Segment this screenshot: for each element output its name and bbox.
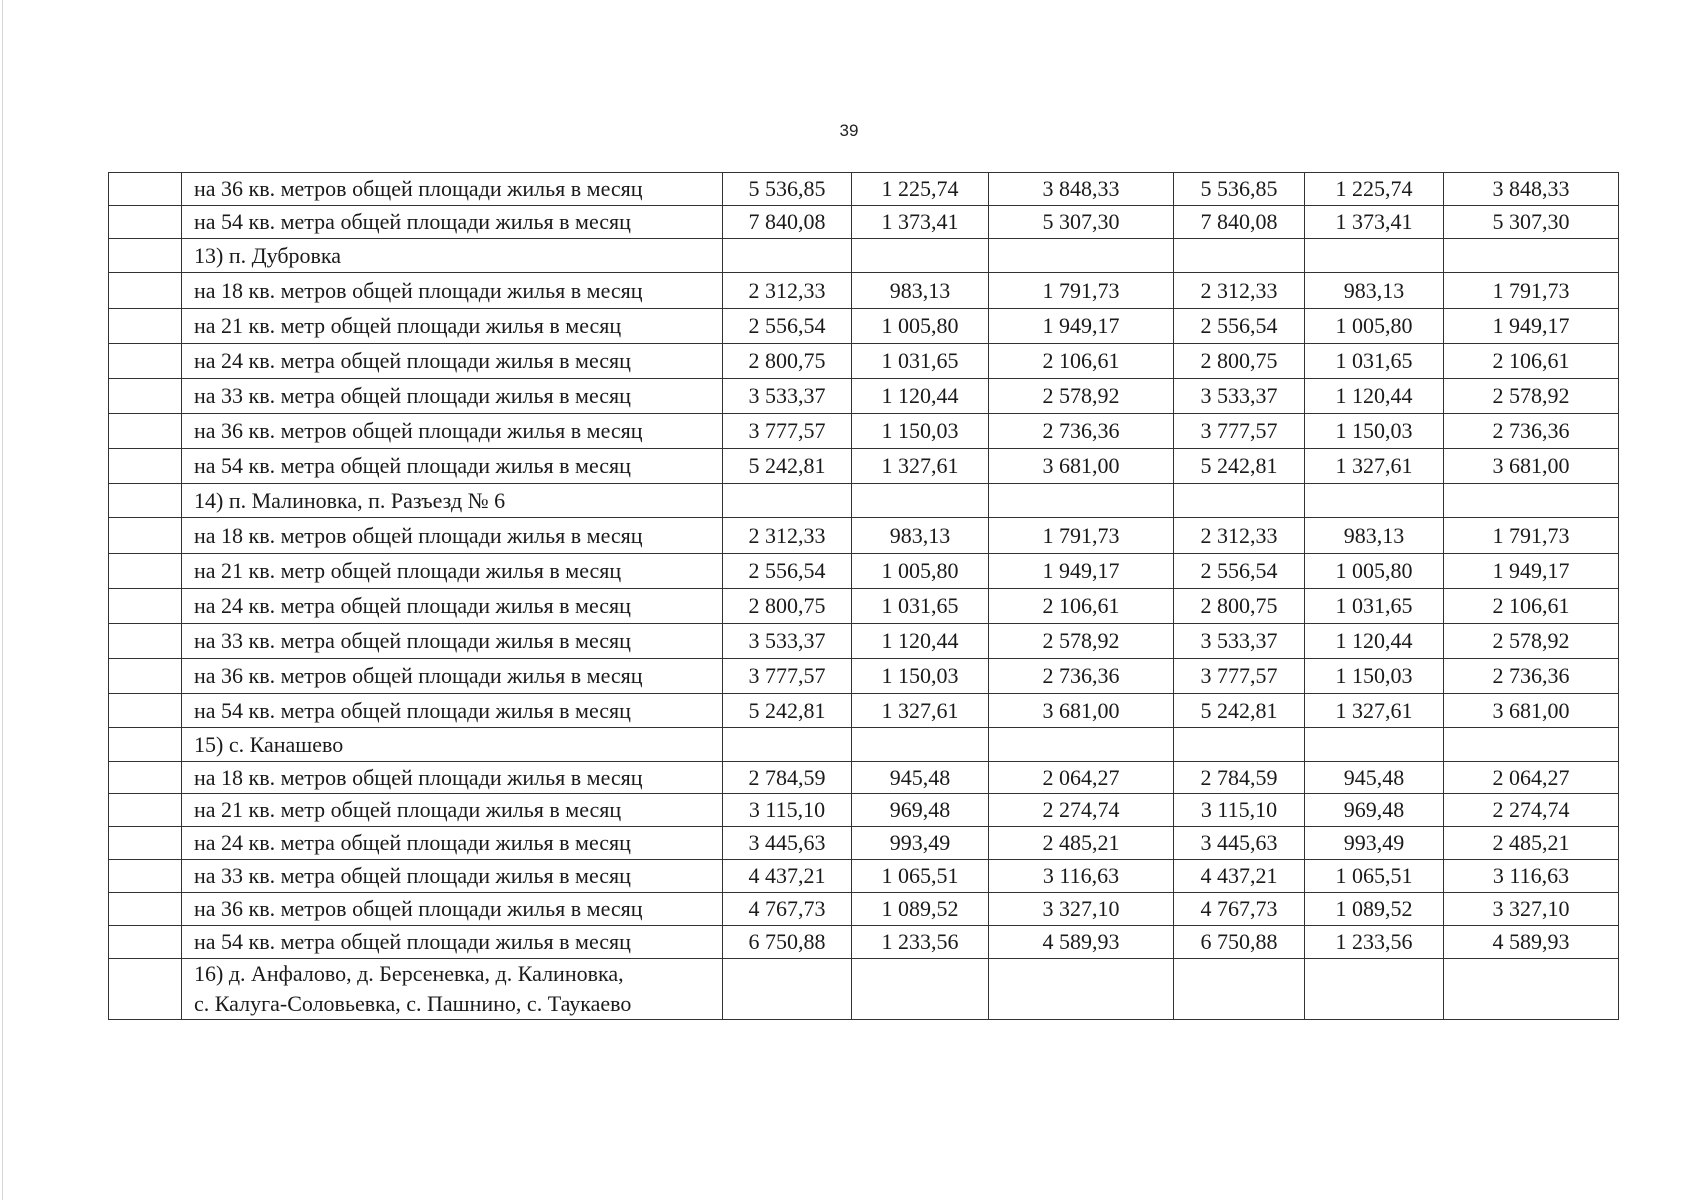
value-cell-1: 3 777,57 [723,414,852,449]
value-cell-3: 3 327,10 [989,893,1174,926]
value-cell-2 [852,484,989,518]
value-cell-5: 983,13 [1305,518,1444,554]
section-row [109,959,1619,1020]
value-cell-4 [1174,239,1305,273]
value-cell-2: 1 225,74 [852,173,989,206]
value-cell-1: 2 312,33 [723,518,852,554]
value-cell-6: 2 064,27 [1444,762,1619,794]
table-row [109,379,1619,414]
table-row [109,206,1619,239]
value-cell-3: 1 949,17 [989,309,1174,344]
row-number-cell [109,893,182,926]
row-number-cell [109,379,182,414]
value-cell-3: 3 116,63 [989,860,1174,893]
value-cell-3: 2 578,92 [989,379,1174,414]
value-cell-1: 7 840,08 [723,206,852,239]
table-row [109,309,1619,344]
value-cell-2: 945,48 [852,762,989,794]
row-label: на 54 кв. метра общей площади жилья в месяц [182,449,723,484]
value-cell-6: 1 791,73 [1444,273,1619,309]
table-row [109,449,1619,484]
value-cell-5: 1 031,65 [1305,344,1444,379]
row-label: на 18 кв. метров общей площади жилья в месяц [182,273,723,309]
value-cell-5: 969,48 [1305,794,1444,827]
row-number-cell [109,659,182,694]
value-cell-5: 1 031,65 [1305,589,1444,624]
value-cell-2: 1 120,44 [852,624,989,659]
value-cell-2: 1 233,56 [852,926,989,959]
value-cell-3: 5 307,30 [989,206,1174,239]
value-cell-4: 3 777,57 [1174,659,1305,694]
value-cell-6: 2 106,61 [1444,589,1619,624]
row-label: на 24 кв. метра общей площади жилья в месяц [182,827,723,860]
table-row [109,273,1619,309]
row-number-cell [109,694,182,728]
tariff-table-body [109,173,1619,1020]
value-cell-6: 2 485,21 [1444,827,1619,860]
value-cell-3 [989,728,1174,762]
row-label: на 36 кв. метров общей площади жилья в месяц [182,893,723,926]
row-number-cell [109,860,182,893]
table-row [109,926,1619,959]
value-cell-6: 2 106,61 [1444,344,1619,379]
row-number-cell [109,959,182,1020]
value-cell-1 [723,239,852,273]
section-row [109,239,1619,273]
value-cell-5 [1305,484,1444,518]
value-cell-1 [723,728,852,762]
value-cell-2: 1 373,41 [852,206,989,239]
row-label: на 36 кв. метров общей площади жилья в месяц [182,173,723,206]
row-number-cell [109,589,182,624]
value-cell-6: 3 327,10 [1444,893,1619,926]
value-cell-1: 2 556,54 [723,309,852,344]
value-cell-2: 1 005,80 [852,309,989,344]
value-cell-1: 3 533,37 [723,624,852,659]
table-row [109,762,1619,794]
value-cell-1: 3 115,10 [723,794,852,827]
value-cell-1: 5 536,85 [723,173,852,206]
value-cell-6: 2 736,36 [1444,414,1619,449]
value-cell-5: 1 233,56 [1305,926,1444,959]
value-cell-2: 1 089,52 [852,893,989,926]
value-cell-6: 2 578,92 [1444,379,1619,414]
value-cell-3: 1 949,17 [989,554,1174,589]
value-cell-1: 2 556,54 [723,554,852,589]
value-cell-1: 2 312,33 [723,273,852,309]
value-cell-2 [852,239,989,273]
value-cell-2: 1 065,51 [852,860,989,893]
value-cell-1: 5 242,81 [723,694,852,728]
row-number-cell [109,518,182,554]
value-cell-1: 6 750,88 [723,926,852,959]
value-cell-4: 3 533,37 [1174,624,1305,659]
value-cell-1: 3 533,37 [723,379,852,414]
row-number-cell [109,484,182,518]
value-cell-4: 3 445,63 [1174,827,1305,860]
row-label: на 54 кв. метра общей площади жилья в месяц [182,206,723,239]
value-cell-5: 1 150,03 [1305,414,1444,449]
value-cell-5: 1 120,44 [1305,379,1444,414]
section-label: 15) с. Канашево [182,728,723,762]
section-label-line: с. Калуга-Соловьевка, с. Пашнино, с. Таукаево [194,991,632,1016]
section-label: 13) п. Дубровка [182,239,723,273]
value-cell-5: 1 373,41 [1305,206,1444,239]
scan-edge-line [2,0,3,1200]
row-label: на 54 кв. метра общей площади жилья в месяц [182,926,723,959]
value-cell-3: 2 736,36 [989,414,1174,449]
row-number-cell [109,414,182,449]
value-cell-1: 3 445,63 [723,827,852,860]
value-cell-2: 969,48 [852,794,989,827]
value-cell-3: 3 681,00 [989,449,1174,484]
value-cell-1: 2 800,75 [723,344,852,379]
row-label: на 36 кв. метров общей площади жилья в месяц [182,414,723,449]
row-number-cell [109,239,182,273]
value-cell-3: 4 589,93 [989,926,1174,959]
value-cell-3: 2 106,61 [989,589,1174,624]
row-label: на 33 кв. метра общей площади жилья в месяц [182,860,723,893]
value-cell-5: 1 005,80 [1305,309,1444,344]
row-number-cell [109,728,182,762]
value-cell-3: 2 578,92 [989,624,1174,659]
value-cell-4: 3 777,57 [1174,414,1305,449]
value-cell-6: 1 791,73 [1444,518,1619,554]
row-number-cell [109,827,182,860]
value-cell-4: 2 556,54 [1174,554,1305,589]
row-label: на 21 кв. метр общей площади жилья в месяц [182,554,723,589]
value-cell-3: 1 791,73 [989,273,1174,309]
value-cell-3: 2 736,36 [989,659,1174,694]
value-cell-3: 2 485,21 [989,827,1174,860]
table-row [109,893,1619,926]
row-number-cell [109,206,182,239]
value-cell-4: 3 533,37 [1174,379,1305,414]
table-row [109,414,1619,449]
table-row [109,624,1619,659]
table-row [109,344,1619,379]
value-cell-5: 945,48 [1305,762,1444,794]
value-cell-2: 1 120,44 [852,379,989,414]
value-cell-3: 1 791,73 [989,518,1174,554]
value-cell-4: 5 536,85 [1174,173,1305,206]
value-cell-5: 1 327,61 [1305,694,1444,728]
value-cell-6: 5 307,30 [1444,206,1619,239]
row-label: на 21 кв. метр общей площади жилья в месяц [182,794,723,827]
value-cell-4: 2 556,54 [1174,309,1305,344]
value-cell-4 [1174,484,1305,518]
value-cell-2: 983,13 [852,518,989,554]
value-cell-1 [723,484,852,518]
value-cell-2: 1 327,61 [852,694,989,728]
section-label-line: 16) д. Анфалово, д. Берсеневка, д. Калиновка, [194,961,624,986]
value-cell-5: 1 327,61 [1305,449,1444,484]
row-number-cell [109,309,182,344]
section-label: 14) п. Малиновка, п. Разъезд № 6 [182,484,723,518]
tariff-table [108,172,1619,1020]
row-number-cell [109,449,182,484]
value-cell-6: 3 848,33 [1444,173,1619,206]
page-number: 39 [839,121,859,140]
value-cell-1: 4 767,73 [723,893,852,926]
section-row [109,484,1619,518]
row-number-cell [109,762,182,794]
value-cell-1: 2 784,59 [723,762,852,794]
value-cell-4: 2 800,75 [1174,589,1305,624]
section-label [182,959,723,1020]
value-cell-6 [1444,239,1619,273]
row-label: на 24 кв. метра общей площади жилья в месяц [182,344,723,379]
row-number-cell [109,926,182,959]
table-row [109,173,1619,206]
value-cell-1: 2 800,75 [723,589,852,624]
row-label: на 24 кв. метра общей площади жилья в месяц [182,589,723,624]
row-number-cell [109,173,182,206]
value-cell-4: 2 312,33 [1174,518,1305,554]
value-cell-4: 2 312,33 [1174,273,1305,309]
table-row [109,659,1619,694]
value-cell-1: 4 437,21 [723,860,852,893]
row-label: на 36 кв. метров общей площади жилья в месяц [182,659,723,694]
row-number-cell [109,794,182,827]
row-number-cell [109,273,182,309]
value-cell-6 [1444,484,1619,518]
value-cell-2: 1 150,03 [852,659,989,694]
value-cell-5: 993,49 [1305,827,1444,860]
table-row [109,518,1619,554]
value-cell-5: 983,13 [1305,273,1444,309]
value-cell-6 [1444,728,1619,762]
row-label: на 33 кв. метра общей площади жилья в месяц [182,379,723,414]
value-cell-6: 2 736,36 [1444,659,1619,694]
value-cell-3: 2 274,74 [989,794,1174,827]
value-cell-4: 4 437,21 [1174,860,1305,893]
value-cell-3: 3 848,33 [989,173,1174,206]
value-cell-1: 3 777,57 [723,659,852,694]
value-cell-3 [989,484,1174,518]
value-cell-6: 1 949,17 [1444,309,1619,344]
table-row [109,554,1619,589]
value-cell-6: 2 578,92 [1444,624,1619,659]
row-label: на 33 кв. метра общей площади жилья в месяц [182,624,723,659]
value-cell-6: 3 681,00 [1444,694,1619,728]
value-cell-3: 2 106,61 [989,344,1174,379]
row-number-cell [109,624,182,659]
value-cell-6: 4 589,93 [1444,926,1619,959]
section-row [109,728,1619,762]
value-cell-4: 5 242,81 [1174,694,1305,728]
value-cell-5: 1 225,74 [1305,173,1444,206]
value-cell-5: 1 005,80 [1305,554,1444,589]
value-cell-5 [1305,959,1444,1020]
table-row [109,794,1619,827]
value-cell-6: 1 949,17 [1444,554,1619,589]
value-cell-2: 1 005,80 [852,554,989,589]
table-row [109,589,1619,624]
row-label: на 54 кв. метра общей площади жилья в месяц [182,694,723,728]
value-cell-3 [989,239,1174,273]
table-row [109,860,1619,893]
value-cell-5 [1305,728,1444,762]
table-row [109,827,1619,860]
value-cell-5: 1 089,52 [1305,893,1444,926]
row-number-cell [109,554,182,589]
value-cell-5: 1 120,44 [1305,624,1444,659]
value-cell-4: 4 767,73 [1174,893,1305,926]
value-cell-3: 3 681,00 [989,694,1174,728]
value-cell-1 [723,959,852,1020]
value-cell-2: 983,13 [852,273,989,309]
value-cell-2: 1 031,65 [852,589,989,624]
value-cell-2 [852,728,989,762]
value-cell-4: 2 784,59 [1174,762,1305,794]
value-cell-4: 6 750,88 [1174,926,1305,959]
row-label: на 18 кв. метров общей площади жилья в месяц [182,518,723,554]
value-cell-1: 5 242,81 [723,449,852,484]
row-label: на 21 кв. метр общей площади жилья в месяц [182,309,723,344]
row-number-cell [109,344,182,379]
value-cell-2: 1 150,03 [852,414,989,449]
value-cell-2: 1 327,61 [852,449,989,484]
value-cell-6: 2 274,74 [1444,794,1619,827]
value-cell-6: 3 681,00 [1444,449,1619,484]
value-cell-3: 2 064,27 [989,762,1174,794]
value-cell-2 [852,959,989,1020]
value-cell-2: 1 031,65 [852,344,989,379]
value-cell-4: 5 242,81 [1174,449,1305,484]
value-cell-4: 2 800,75 [1174,344,1305,379]
value-cell-4: 7 840,08 [1174,206,1305,239]
row-label: на 18 кв. метров общей площади жилья в месяц [182,762,723,794]
value-cell-6: 3 116,63 [1444,860,1619,893]
value-cell-5: 1 150,03 [1305,659,1444,694]
value-cell-2: 993,49 [852,827,989,860]
value-cell-6 [1444,959,1619,1020]
table-row [109,694,1619,728]
value-cell-4 [1174,959,1305,1020]
value-cell-5: 1 065,51 [1305,860,1444,893]
value-cell-3 [989,959,1174,1020]
value-cell-4 [1174,728,1305,762]
value-cell-5 [1305,239,1444,273]
value-cell-4: 3 115,10 [1174,794,1305,827]
